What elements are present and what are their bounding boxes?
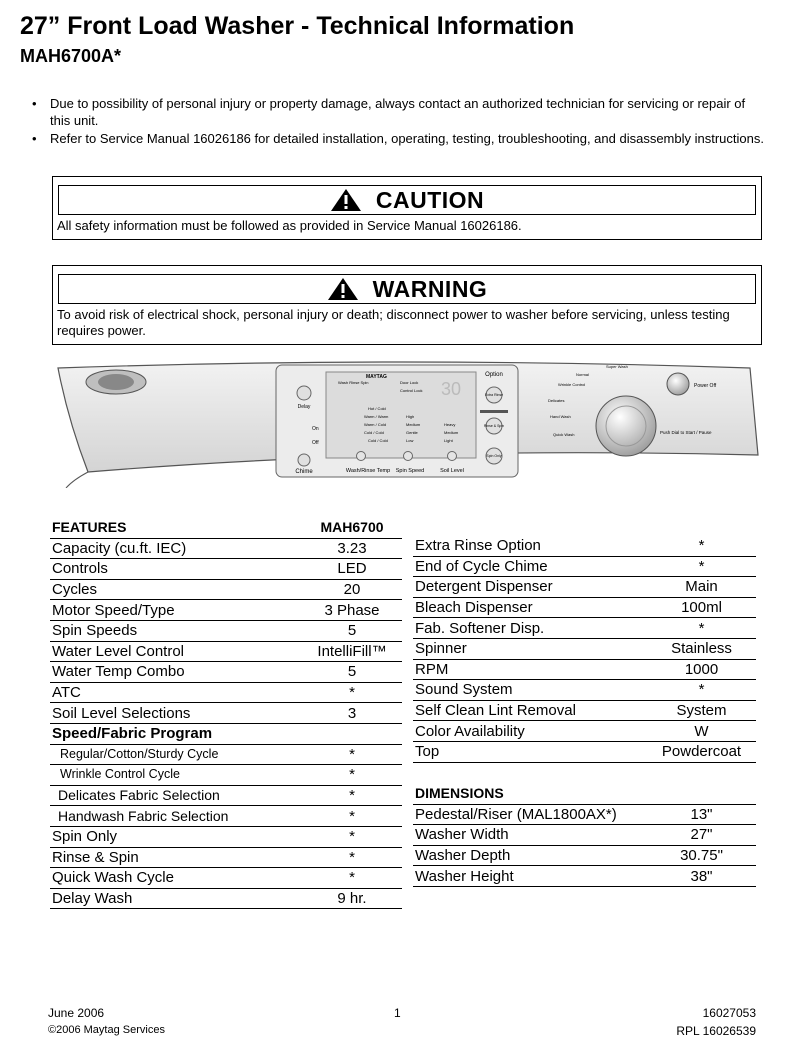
feature-label: Capacity (cu.ft. IEC) xyxy=(50,538,302,559)
panel-brand: MAYTAG xyxy=(366,374,387,380)
panel-spin-1: High xyxy=(406,414,415,419)
bullet-list xyxy=(28,95,768,148)
panel-wash-temp-label: Wash/Rinse Temp xyxy=(345,468,391,474)
feature-row xyxy=(50,888,402,909)
panel-spin-3: Gentle xyxy=(406,430,418,435)
dimension-label: Washer Depth xyxy=(413,845,647,866)
feature-value: LED xyxy=(302,559,402,580)
option-label: Fab. Softener Disp. xyxy=(413,618,647,639)
feature-value: 20 xyxy=(302,579,402,600)
bullet-item xyxy=(28,130,768,147)
panel-status-2: Control Lock xyxy=(400,388,423,393)
dimension-value: 27" xyxy=(647,825,756,846)
option-label: End of Cycle Chime xyxy=(413,556,647,577)
panel-cycle-6: Quick Wash xyxy=(553,432,575,437)
option-label: Color Availability xyxy=(413,721,647,742)
feature-row xyxy=(50,682,402,703)
feature-value: * xyxy=(302,868,402,889)
dimension-row xyxy=(413,845,756,866)
model-number: MAH6700A* xyxy=(20,46,122,66)
feature-value: * xyxy=(302,847,402,868)
feature-label: ATC xyxy=(50,682,302,703)
option-row xyxy=(413,638,756,659)
options-table xyxy=(413,536,756,763)
dimensions-header: DIMENSIONS xyxy=(413,784,756,804)
panel-delay-label: Delay xyxy=(297,404,311,410)
option-value: 100ml xyxy=(647,597,756,618)
feature-row xyxy=(50,826,402,847)
panel-temp-1: Hot / Cold xyxy=(368,406,386,411)
panel-status-top: Wash Rinse Spin xyxy=(338,380,369,385)
feature-label: Handwash Fabric Selection xyxy=(50,806,302,827)
feature-label: Quick Wash Cycle xyxy=(50,868,302,889)
dimension-row xyxy=(413,825,756,846)
feature-value: * xyxy=(302,806,402,827)
panel-temp-5: Cold / Cold xyxy=(368,438,388,443)
feature-label: Delay Wash xyxy=(50,888,302,909)
option-label: Top xyxy=(413,741,647,762)
warning-text: To avoid risk of electrical shock, personal injury or death; disconnect power to washer before servicing, unless testing requires power. xyxy=(57,307,730,338)
warning-triangle-icon xyxy=(330,188,362,212)
feature-row xyxy=(50,662,402,683)
dimensions-header-row xyxy=(413,784,756,804)
warning-box xyxy=(52,265,762,345)
panel-temp-2: Warm / Warm xyxy=(364,414,389,419)
feature-label: Rinse & Spin xyxy=(50,847,302,868)
panel-option-label: Option xyxy=(485,372,503,378)
feature-label: Controls xyxy=(50,559,302,580)
option-label: RPM xyxy=(413,659,647,680)
caution-header xyxy=(58,185,756,215)
feature-row xyxy=(50,868,402,889)
cycle-dial-icon xyxy=(596,396,656,456)
dimensions-table xyxy=(413,784,756,887)
features-table xyxy=(50,518,402,909)
option-value: * xyxy=(647,556,756,577)
feature-value: * xyxy=(302,826,402,847)
feature-label: Delicates Fabric Selection xyxy=(50,785,302,806)
panel-power-label: Power Off xyxy=(694,383,717,389)
bullet-text: Refer to Service Manual 16026186 for detailed installation, operating, testing, troubleshooting, and disassembly instructions. xyxy=(50,131,764,146)
panel-soil-2: Medium xyxy=(444,430,459,435)
panel-status-1: Door Lock xyxy=(400,380,419,385)
warning-header xyxy=(58,274,756,304)
control-panel-illustration xyxy=(48,360,760,488)
feature-label: Spin Speeds xyxy=(50,620,302,641)
panel-cycle-2: Normal xyxy=(576,372,589,377)
panel-chime-label: Chime xyxy=(295,469,313,475)
feature-label: Wrinkle Control Cycle xyxy=(50,765,302,786)
feature-value: 5 xyxy=(302,620,402,641)
caution-text: All safety information must be followed as provided in Service Manual 16026186. xyxy=(57,218,522,233)
panel-soil-1: Heavy xyxy=(444,422,456,427)
option-row xyxy=(413,577,756,598)
feature-row xyxy=(50,600,402,621)
feature-value: * xyxy=(302,765,402,786)
dimension-value: 13" xyxy=(647,804,756,825)
feature-label: Water Temp Combo xyxy=(50,662,302,683)
option-row xyxy=(413,680,756,701)
option-row xyxy=(413,597,756,618)
option-row xyxy=(413,700,756,721)
panel-push-label: Push Dial to Start / Pause xyxy=(660,430,712,435)
bullet-icon: • xyxy=(32,131,37,146)
footer-date: June 2006 xyxy=(48,1006,105,1020)
bullet-text: Due to possibility of personal injury or property damage, always contact an authorized technician for servicing or repair of this unit. xyxy=(50,96,746,128)
option-label: Spinner xyxy=(413,638,647,659)
option-row xyxy=(413,741,756,762)
option-row xyxy=(413,659,756,680)
option-label: Self Clean Lint Removal xyxy=(413,700,647,721)
panel-spin-2: Medium xyxy=(406,422,421,427)
feature-row xyxy=(50,785,402,806)
option-value: System xyxy=(647,700,756,721)
feature-row xyxy=(50,559,402,580)
panel-digits: 30 xyxy=(441,379,462,399)
bullet-item xyxy=(28,95,768,129)
features-header-row xyxy=(50,518,402,538)
feature-label: Soil Level Selections xyxy=(50,703,302,724)
panel-off-label: Off xyxy=(312,440,319,446)
option-label: Detergent Dispenser xyxy=(413,577,647,598)
dimension-label: Washer Height xyxy=(413,866,647,887)
dimension-label: Pedestal/Riser (MAL1800AX*) xyxy=(413,804,647,825)
page-title: 27” Front Load Washer - Technical Information xyxy=(20,12,575,40)
footer-page-number: 1 xyxy=(394,1006,401,1020)
feature-row xyxy=(50,579,402,600)
caution-box xyxy=(52,176,762,240)
feature-row xyxy=(50,765,402,786)
feature-label: Motor Speed/Type xyxy=(50,600,302,621)
feature-value: 3 Phase xyxy=(302,600,402,621)
delay-button-icon xyxy=(297,386,311,400)
bullet-icon: • xyxy=(32,96,37,111)
option-value: Powdercoat xyxy=(647,741,756,762)
feature-label: Cycles xyxy=(50,579,302,600)
feature-value: * xyxy=(302,682,402,703)
feature-row xyxy=(50,703,402,724)
feature-value: * xyxy=(302,744,402,765)
option-value: * xyxy=(647,618,756,639)
panel-soil-level-label: Soil Level xyxy=(440,468,464,474)
option-value: Stainless xyxy=(647,638,756,659)
option-value: * xyxy=(647,680,756,701)
dimension-row xyxy=(413,804,756,825)
panel-spin-speed-label: Spin Speed xyxy=(395,468,425,474)
option-row xyxy=(413,556,756,577)
footer-doc-number: 16027053 xyxy=(702,1006,756,1020)
feature-row xyxy=(50,847,402,868)
feature-label: Spin Only xyxy=(50,826,302,847)
feature-label: Regular/Cotton/Sturdy Cycle xyxy=(50,744,302,765)
panel-cycle-1: Super Wash xyxy=(606,364,628,369)
features-header-label: FEATURES xyxy=(50,518,302,538)
option-value: Main xyxy=(647,577,756,598)
dimension-value: 38" xyxy=(647,866,756,887)
option-label: Extra Rinse Option xyxy=(413,536,647,556)
feature-row xyxy=(50,620,402,641)
option-row xyxy=(413,721,756,742)
option-label: Sound System xyxy=(413,680,647,701)
warning-triangle-icon xyxy=(327,277,359,301)
panel-cycle-5: Hand Wash xyxy=(550,414,571,419)
dimension-value: 30.75" xyxy=(647,845,756,866)
panel-cycle-3: Wrinkle Control xyxy=(558,382,586,387)
option-row xyxy=(413,536,756,556)
panel-temp-3: Warm / Cold xyxy=(364,422,387,427)
panel-option-1: Extra Rinse xyxy=(484,393,504,397)
panel-option-3: Spin Only xyxy=(486,454,502,458)
panel-temp-4: Cold / Cold xyxy=(364,430,384,435)
footer-rpl-number: RPL 16026539 xyxy=(676,1024,756,1038)
panel-on-label: On xyxy=(312,426,319,432)
feature-value: 9 hr. xyxy=(302,888,402,909)
features-section-label: Speed/Fabric Program xyxy=(50,723,402,744)
features-header-model: MAH6700 xyxy=(302,518,402,538)
option-value: * xyxy=(647,536,756,556)
caution-heading: CAUTION xyxy=(375,186,485,213)
feature-row xyxy=(50,744,402,765)
feature-row xyxy=(50,538,402,559)
feature-value: 3 xyxy=(302,703,402,724)
panel-soil-3: Light xyxy=(444,438,453,443)
panel-option-2: Rinse & Spin xyxy=(483,424,505,428)
option-value: W xyxy=(647,721,756,742)
option-value: 1000 xyxy=(647,659,756,680)
dimension-label: Washer Width xyxy=(413,825,647,846)
feature-value: 5 xyxy=(302,662,402,683)
feature-row xyxy=(50,806,402,827)
feature-value: 3.23 xyxy=(302,538,402,559)
panel-cycle-4: Delicates xyxy=(548,398,565,403)
feature-row xyxy=(50,641,402,662)
feature-value: IntelliFill™ xyxy=(302,641,402,662)
warning-heading: WARNING xyxy=(372,275,488,302)
panel-spin-4: Low xyxy=(406,438,414,443)
features-section-row xyxy=(50,723,402,744)
option-row xyxy=(413,618,756,639)
power-button-icon xyxy=(667,373,689,395)
feature-value: * xyxy=(302,785,402,806)
option-label: Bleach Dispenser xyxy=(413,597,647,618)
dimension-row xyxy=(413,866,756,887)
footer-copyright: ©2006 Maytag Services xyxy=(48,1024,165,1036)
feature-label: Water Level Control xyxy=(50,641,302,662)
